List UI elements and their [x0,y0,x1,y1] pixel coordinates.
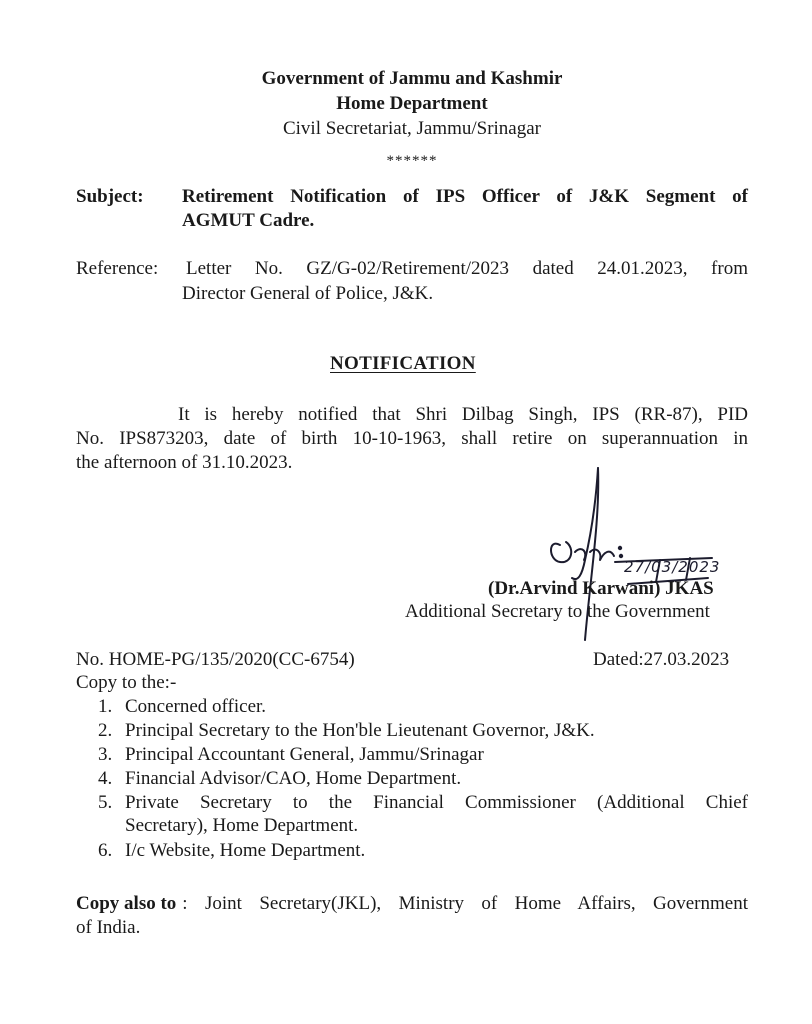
handwritten-date: 27/03/2023 [624,558,721,576]
copy-list-item [98,720,748,744]
copy-also-label: Copy also to [76,893,177,914]
item-number: 2. [98,720,113,741]
item-text-continued: Secretary), Home Department. [125,814,359,836]
item-number: 1. [98,696,113,717]
notification-line-2: No. IPS873203, date of birth 10-10-1963, shall retire on superannuation in [76,428,748,449]
copy-to-label: Copy to the:- [76,672,177,693]
item-text: Principal Secretary to the Hon'ble Lieutenant Governor, J&K. [125,720,595,741]
reference-line-1: Letter No. GZ/G-02/Retirement/2023 dated 24.01.2023, from [186,258,748,279]
item-number: 3. [98,744,113,765]
header-department: Home Department [336,93,488,114]
subject-label: Subject: [76,186,144,207]
item-number: 4. [98,768,113,789]
signatory-name: (Dr.Arvind Karwani) JKAS [488,578,714,599]
copy-also-recipient: : Joint Secretary(JKL), Ministry of Home Affairs, Government [182,893,748,914]
order-date: Dated:27.03.2023 [593,649,730,670]
item-text: Financial Advisor/CAO, Home Department. [125,768,462,789]
header-separator: ****** [386,153,438,169]
item-text: Private Secretary to the Financial Commissioner (Additional Chief [125,792,748,813]
reference-line-2: Director General of Police, J&K. [182,283,434,304]
reference-label: Reference: [76,258,159,279]
item-number: 6. [98,840,113,861]
subject-line-2: AGMUT Cadre. [182,210,315,231]
item-text: Concerned officer. [125,696,267,717]
item-number: 5. [98,792,113,813]
copy-list [98,696,748,864]
copy-list-item [98,696,748,720]
order-number: No. HOME-PG/135/2020(CC-6754) [76,649,355,670]
copy-list-item [98,840,748,864]
header-government: Government of Jammu and Kashmir [261,68,563,89]
copy-list-item [98,768,748,792]
copy-list-item [98,744,748,768]
signatory-designation: Additional Secretary to the Government [405,601,710,622]
header-address: Civil Secretariat, Jammu/Srinagar [282,118,541,139]
copy-list-item [98,792,748,840]
notification-heading: NOTIFICATION [330,353,476,374]
subject-line-1: Retirement Notification of IPS Officer of J&K Segment of [182,186,748,207]
copy-also-line-2: of India. [76,917,141,938]
item-text: I/c Website, Home Department. [125,840,366,861]
notification-line-3: the afternoon of 31.10.2023. [76,452,293,473]
notification-line-1: It is hereby notified that Shri Dilbag Singh, IPS (RR-87), PID [178,404,748,425]
item-text: Principal Accountant General, Jammu/Srinagar [125,744,484,765]
copy-also-line-1 [76,893,748,916]
